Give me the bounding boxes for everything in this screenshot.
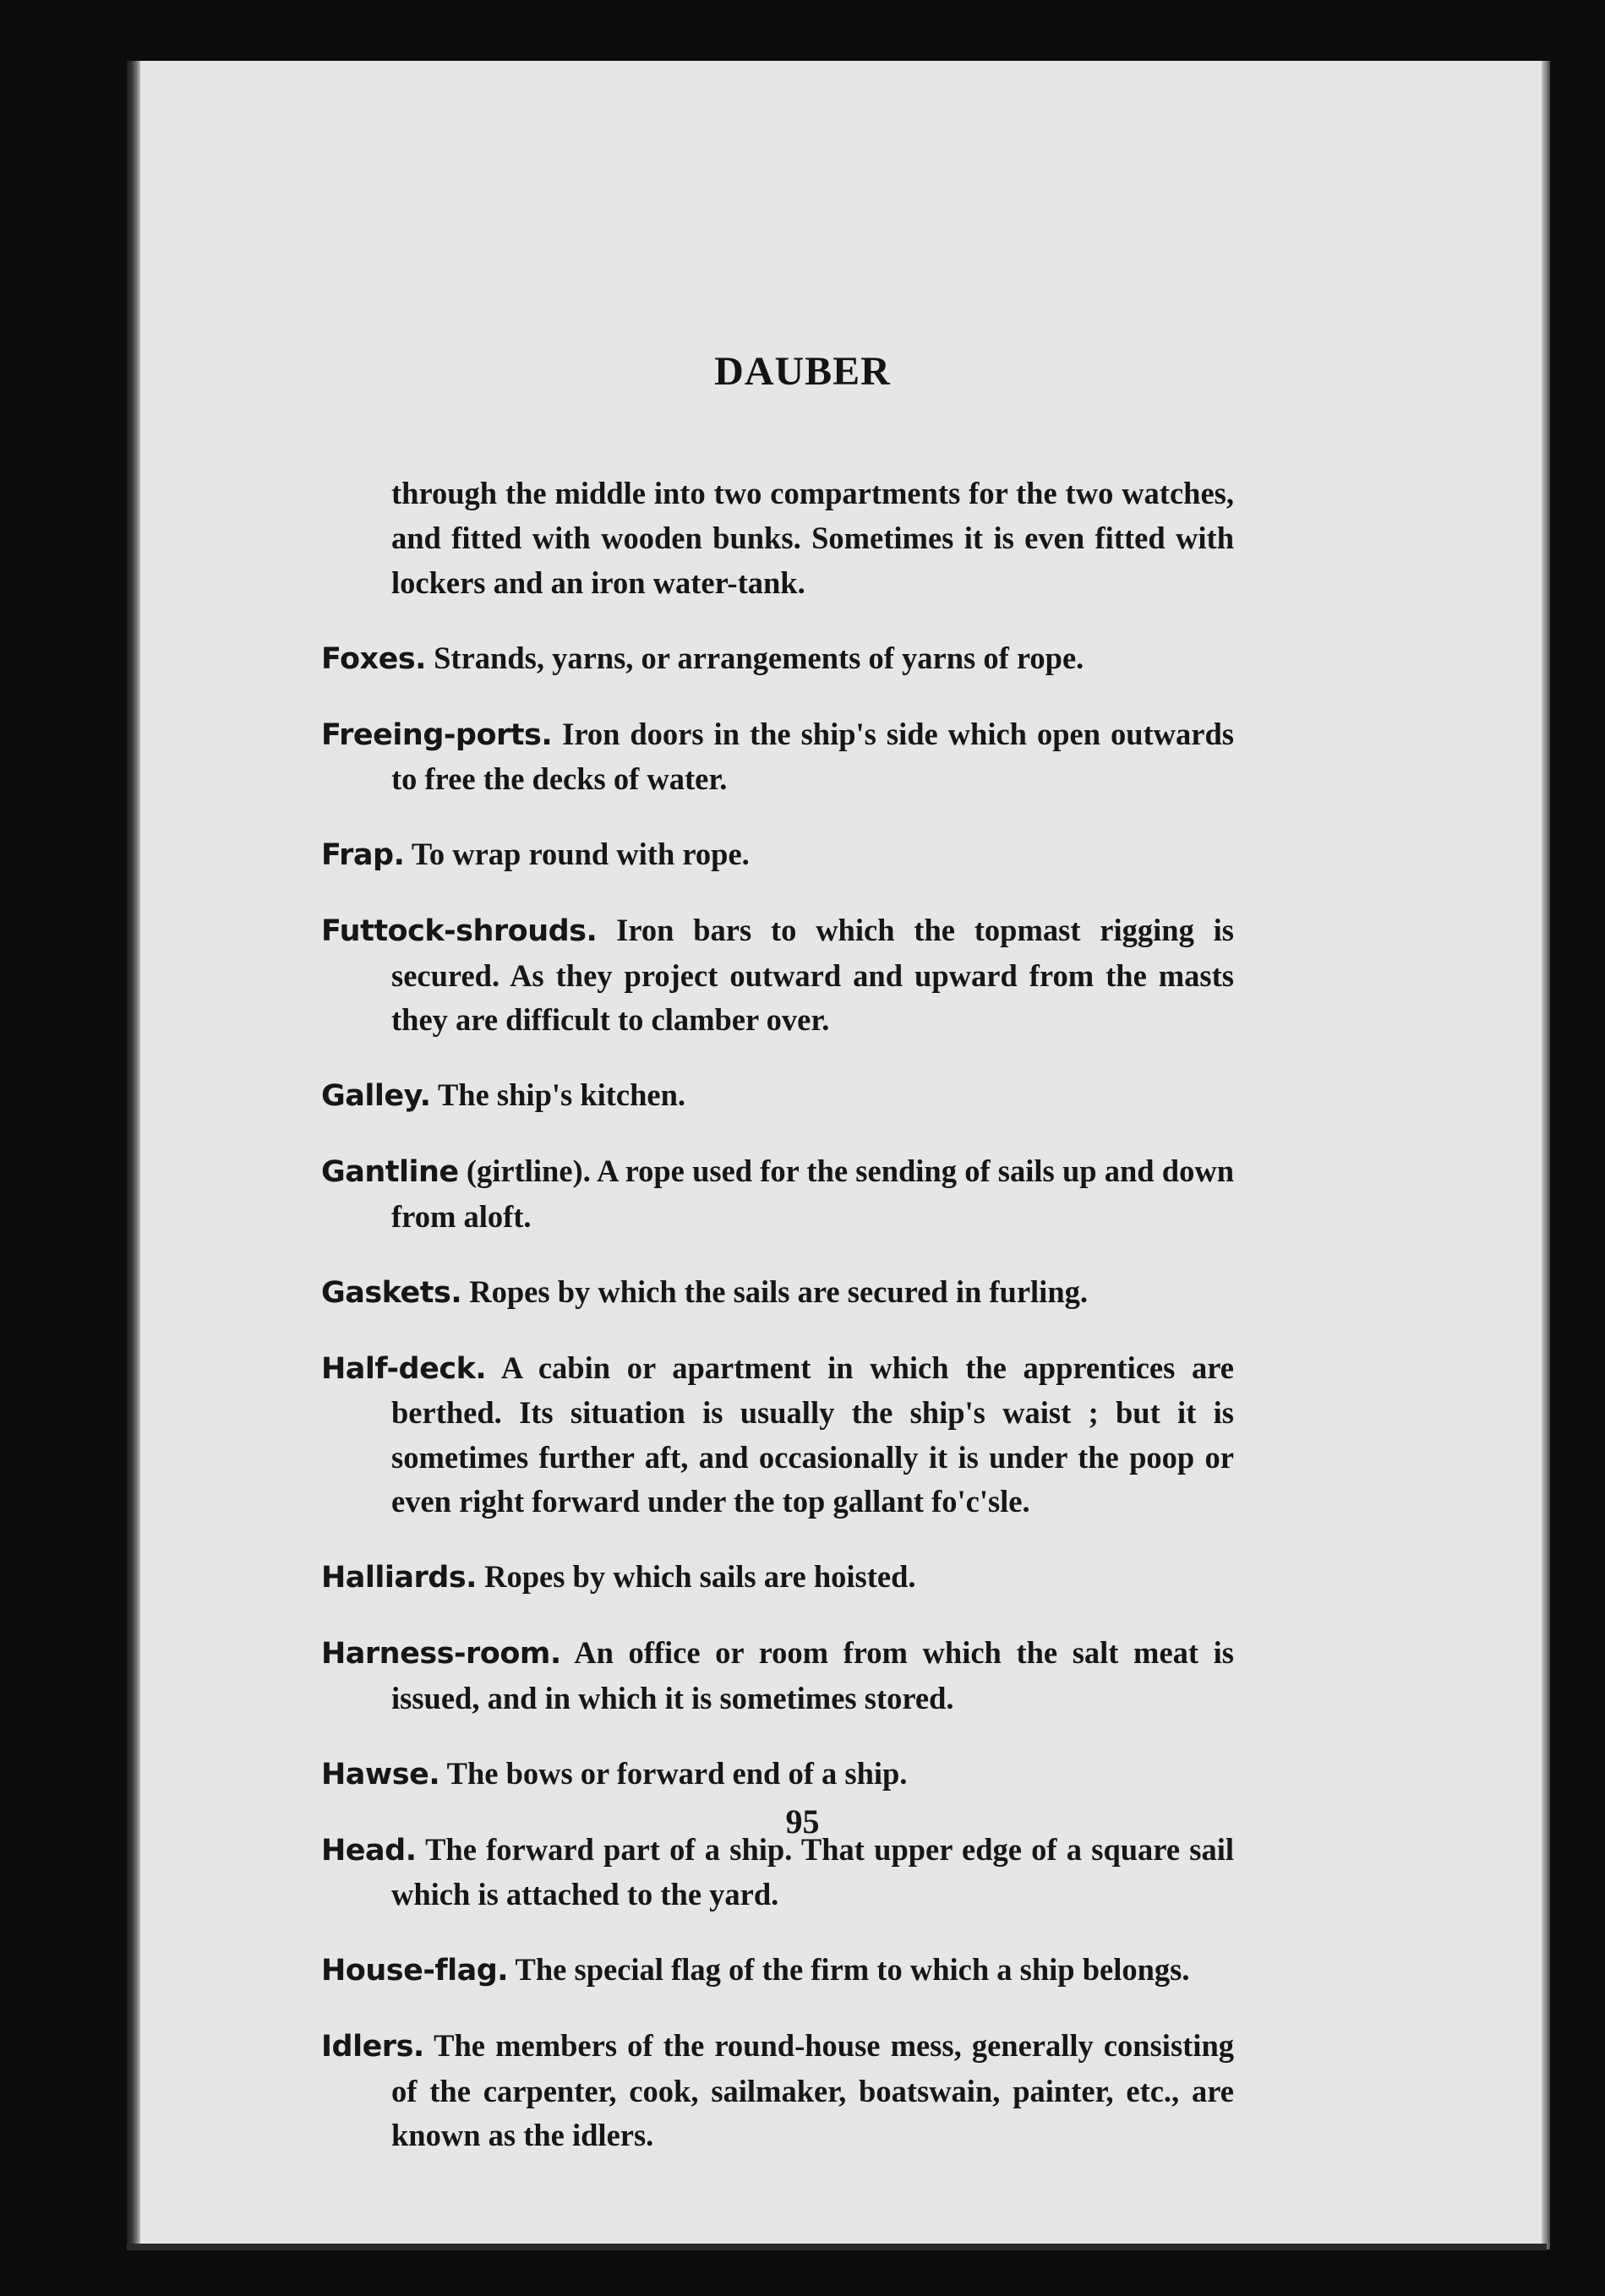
glossary-entry (321, 1149, 1234, 1239)
glossary-term: Gantline (321, 1155, 459, 1189)
glossary-definition: Iron doors in the ship's side which open outwards to free the decks of water. (391, 716, 1234, 796)
glossary-definition: The bows or forward end of a ship. (446, 1755, 908, 1791)
glossary-entry (321, 1752, 1234, 1797)
glossary-definition: To wrap round with rope. (411, 837, 750, 871)
glossary-entry (321, 1948, 1234, 1993)
glossary-term: Head. (321, 1833, 417, 1868)
glossary-term: Freeing-ports. (321, 717, 553, 752)
glossary-entry (321, 1346, 1234, 1524)
glossary-entry (321, 712, 1234, 802)
glossary-entry (321, 1073, 1234, 1119)
glossary-term: Frap. (321, 838, 405, 872)
page-bottom-edge (127, 2244, 1547, 2250)
glossary-definition: An office or room from which the salt meat is issued, and in which it is sometimes stored. (391, 1635, 1234, 1715)
glossary-term: Hawse. (321, 1757, 440, 1792)
glossary-definition: Strands, yarns, or arrangements of yarns of rope. (434, 640, 1084, 675)
glossary-entry (321, 832, 1234, 878)
glossary-term: Half-deck. (321, 1351, 487, 1386)
glossary-definition: through the middle into two compartments for the two watches, and fitted with wooden bunks. Sometimes it is even fitted with lockers and an iron water-tank. (391, 475, 1234, 600)
glossary-definition: Iron bars to which the topmast rigging is secured. As they project outward and upward from the masts they are difficult to clamber over. (391, 913, 1234, 1037)
glossary-entry (321, 1555, 1234, 1601)
glossary-entry (321, 908, 1234, 1043)
glossary-term: Futtock-shrouds. (321, 914, 598, 948)
glossary-entry (321, 636, 1234, 682)
glossary-term: Galley. (321, 1079, 431, 1113)
glossary-definition: The ship's kitchen. (437, 1077, 686, 1112)
glossary-definition: The forward part of a ship. That upper edge of a square sail which is attached to the yard. (391, 1831, 1234, 1912)
glossary-definition: (girtline). A rope used for the sending of sails up and down from aloft. (391, 1153, 1235, 1234)
glossary-term: Foxes. (321, 641, 426, 676)
glossary-definition: Ropes by which the sails are secured in furling. (469, 1273, 1088, 1309)
glossary-term: Halliards. (321, 1561, 477, 1595)
glossary-definition: The special flag of the firm to which a ship belongs. (515, 1952, 1190, 1987)
glossary-entry (321, 1270, 1234, 1316)
glossary-entry (321, 2024, 1234, 2158)
glossary-definition: A cabin or apartment in which the apprentices are berthed. Its situation is usually the ship's waist ; but it is sometimes further aft, and occasionally it is under the poop or even right forward under the top gallant fo'c'sle. (391, 1350, 1234, 1519)
glossary-definition: Ropes by which sails are hoisted. (484, 1559, 916, 1594)
page-number: 95 (785, 1802, 820, 1841)
glossary-term: Gaskets. (321, 1275, 462, 1310)
glossary-term: House-flag. (321, 1954, 509, 1988)
running-head: DAUBER (714, 349, 891, 394)
glossary-entry (321, 1631, 1234, 1721)
glossary-term: Harness-room. (321, 1637, 561, 1671)
glossary-entries (321, 440, 1234, 2189)
glossary-definition: The members of the round-house mess, generally consisting of the carpenter, cook, sailmaker, boatswain, painter, etc., are known as the idlers. (391, 2028, 1235, 2152)
glossary-term: Idlers. (321, 2030, 424, 2064)
glossary-entry-continued (321, 472, 1234, 606)
